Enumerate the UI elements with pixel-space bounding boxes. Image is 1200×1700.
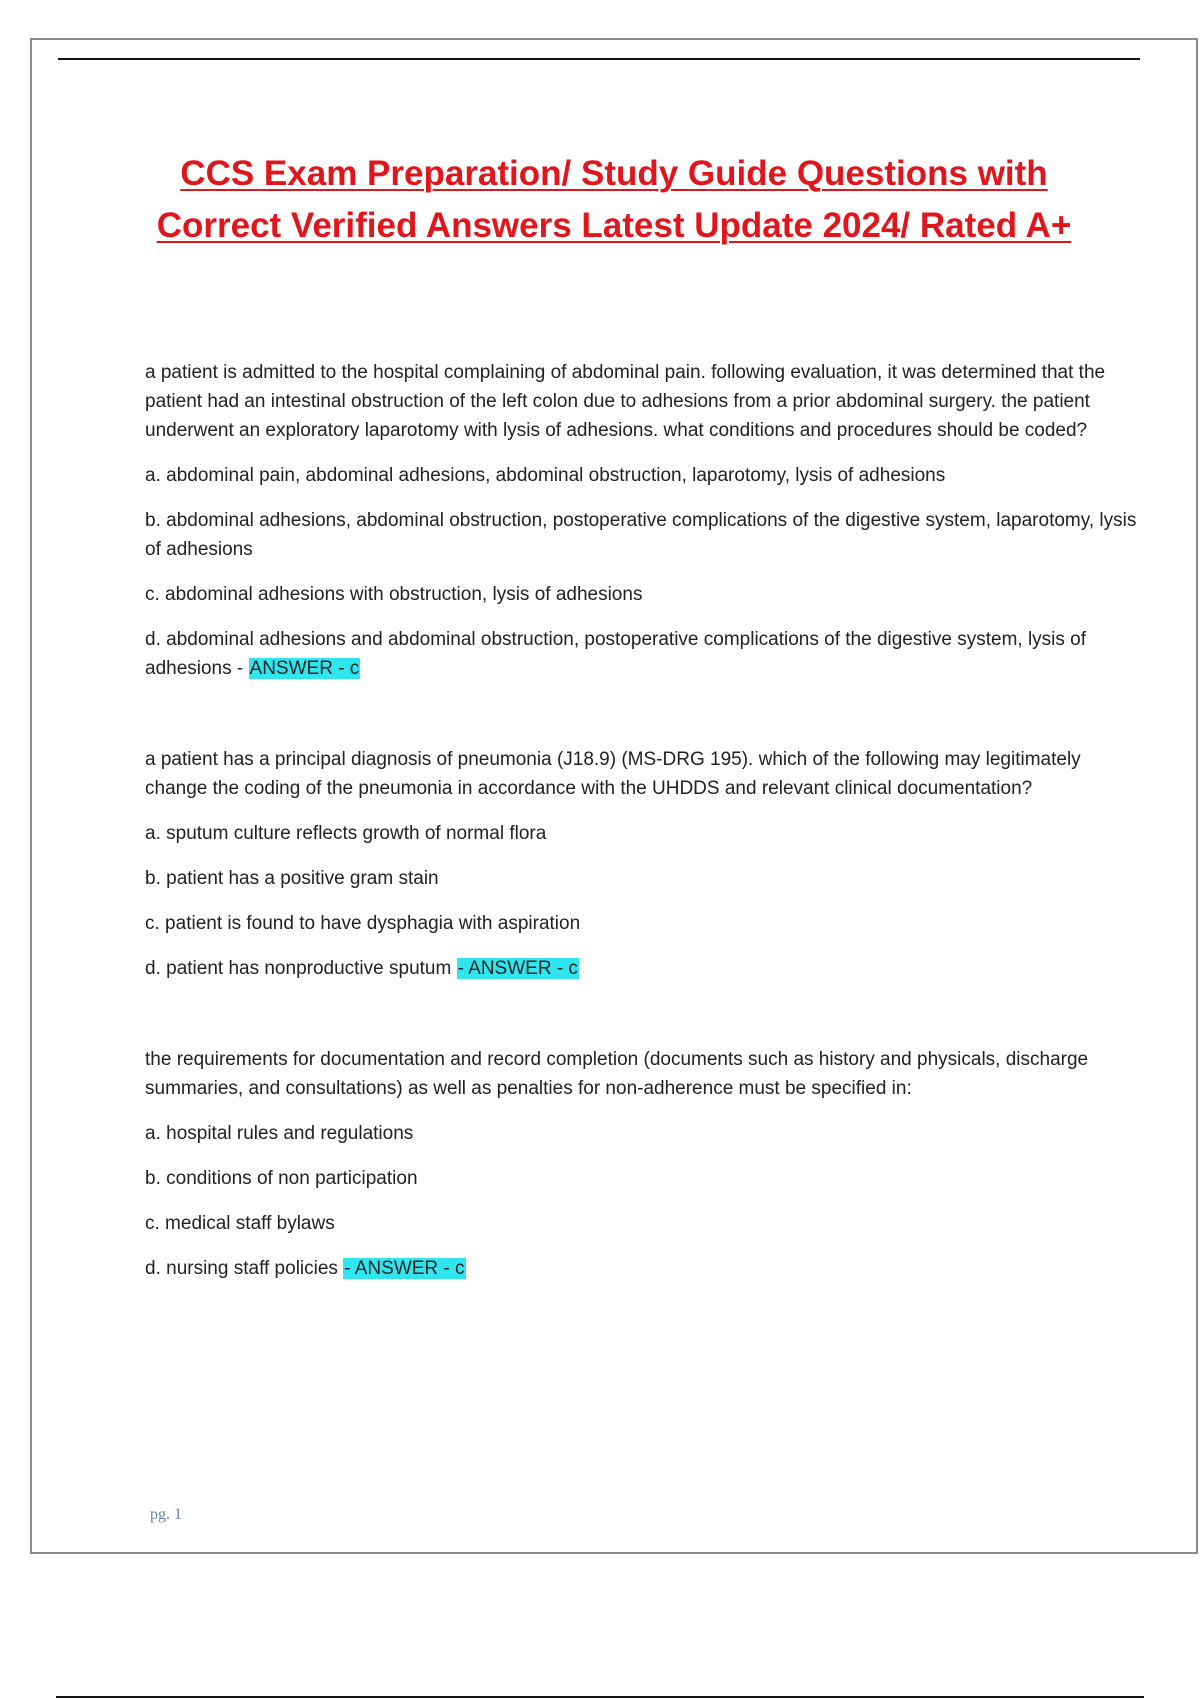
- question-list: [145, 358, 1145, 1345]
- next-page-header-rule: [56, 1696, 1144, 1698]
- option-d-text: d. abdominal adhesions and abdominal obstruction, postoperative complications of the digestive system, lysis of adhesions -: [145, 629, 1087, 679]
- answer-highlight: - ANSWER - c: [457, 958, 578, 979]
- answer-highlight: ANSWER - c: [249, 658, 360, 679]
- option-c: c. medical staff bylaws: [145, 1213, 335, 1234]
- option-d: [145, 954, 1145, 983]
- option-d-text: d. patient has nonproductive sputum: [145, 958, 457, 979]
- question-stem: a patient has a principal diagnosis of pneumonia (J18.9) (MS-DRG 195). which of the following may legitimately change the coding of the pneumonia in accordance with the UHDDS and relevant clinical documentation?: [145, 749, 1081, 799]
- title-line-2: Correct Verified Answers Latest Update 2024/ Rated A+: [156, 206, 1072, 245]
- option-c: c. abdominal adhesions with obstruction, lysis of adhesions: [145, 584, 643, 605]
- question-block: [145, 745, 1145, 983]
- question-stem: the requirements for documentation and record completion (documents such as history and physicals, discharge summaries, and consultations) as well as penalties for non-adherence must be specified in:: [145, 1049, 1089, 1099]
- option-d: [145, 1254, 1145, 1283]
- question-block: [145, 358, 1145, 683]
- page-number: pg. 1: [150, 1506, 182, 1523]
- option-b: b. abdominal adhesions, abdominal obstruction, postoperative complications of the digestive system, laparotomy, lysis of adhesions: [145, 510, 1137, 560]
- option-a: a. hospital rules and regulations: [145, 1123, 414, 1144]
- option-a: a. abdominal pain, abdominal adhesions, abdominal obstruction, laparotomy, lysis of adhesions: [145, 465, 946, 486]
- answer-highlight: - ANSWER - c: [344, 1258, 465, 1279]
- option-b: b. conditions of non participation: [145, 1168, 418, 1189]
- option-d-text: d. nursing staff policies: [145, 1258, 344, 1279]
- question-block: [145, 1045, 1145, 1283]
- document-page: [30, 38, 1198, 1554]
- document-title: [32, 148, 1196, 252]
- option-c: c. patient is found to have dysphagia with aspiration: [145, 913, 581, 934]
- option-d: [145, 625, 1145, 683]
- option-a: a. sputum culture reflects growth of normal flora: [145, 823, 547, 844]
- option-b: b. patient has a positive gram stain: [145, 868, 439, 889]
- question-stem: a patient is admitted to the hospital complaining of abdominal pain. following evaluation, it was determined that the patient had an intestinal obstruction of the left colon due to adhesions from a prior abdominal surgery. the patient underwent an exploratory laparotomy with lysis of adhesions. what conditions and procedures should be coded?: [145, 362, 1106, 441]
- title-line-1: CCS Exam Preparation/ Study Guide Questions with: [180, 154, 1048, 193]
- header-rule: [58, 58, 1140, 60]
